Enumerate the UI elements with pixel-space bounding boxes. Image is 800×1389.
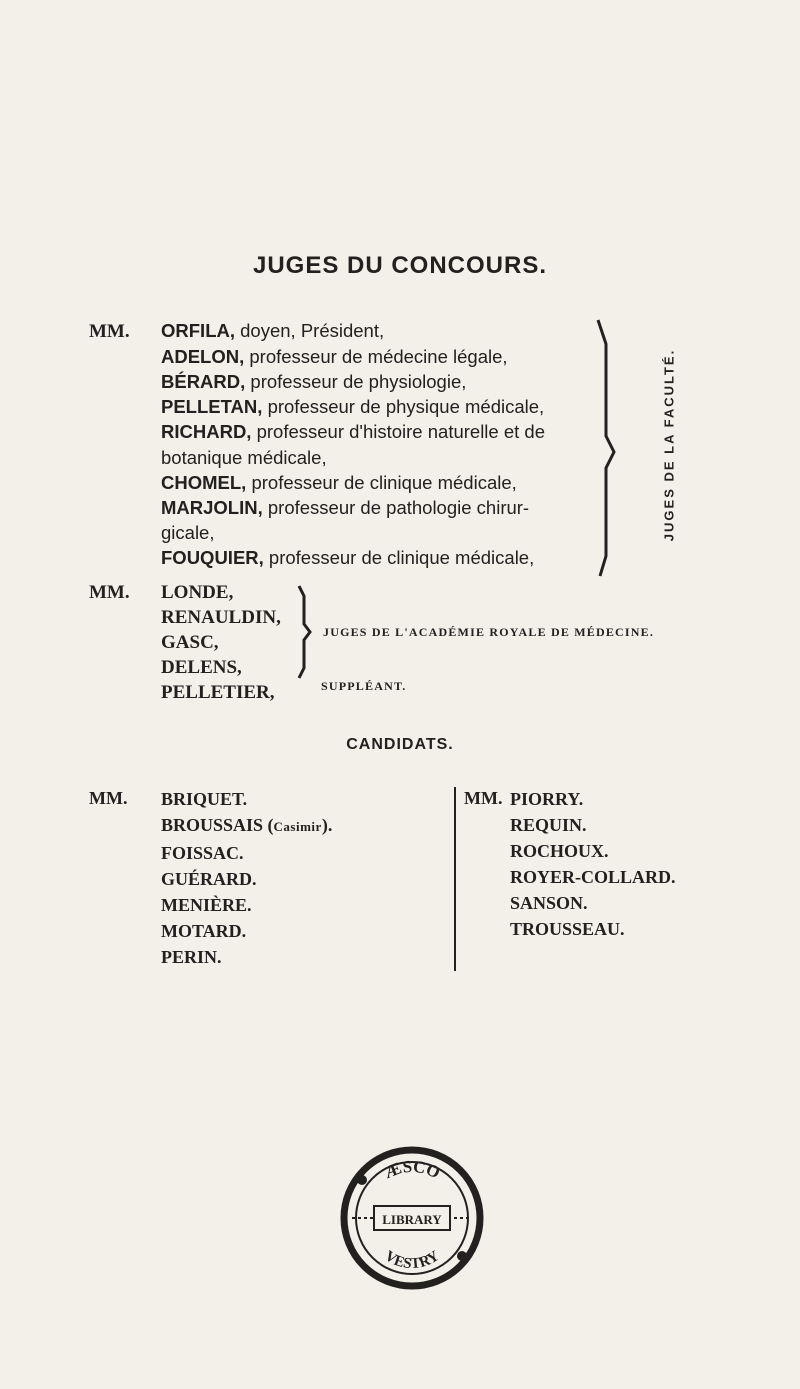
member-name: ADELON, [161, 346, 245, 367]
list-item: MENIÈRE. [161, 895, 252, 915]
list-item: REQUIN. [510, 815, 587, 835]
member-title: professeur de physique médicale, [267, 396, 545, 417]
substitute-label: SUPPLÉANT. [321, 679, 407, 693]
page-title: JUGES DU CONCOURS. [252, 252, 548, 279]
member-title: professeur de clinique médicale, [268, 547, 535, 568]
list-item: ROCHOUX. [510, 841, 609, 861]
member-name: PELLETAN, [161, 396, 263, 417]
list-item: PELLETIER, [161, 682, 275, 703]
list-item: GASC, [161, 632, 219, 653]
academy-brace [296, 584, 318, 680]
member-title: gicale, [161, 522, 215, 543]
list-item: FOISSAC. [161, 843, 244, 863]
academy-mm-prefix: MM. [89, 582, 130, 603]
faculty-member [161, 370, 466, 394]
list-item: BRIQUET. [161, 789, 248, 809]
candidates-title: CANDIDATS. [346, 736, 454, 753]
candidate-name: BROUSSAIS ( [161, 815, 274, 835]
member-title: professeur de clinique médicale, [251, 472, 517, 493]
list-item: PIORRY. [510, 789, 584, 809]
academy-member-list [161, 580, 281, 705]
list-item: SANSON. [510, 893, 588, 913]
candidate-name-close: ). [321, 815, 333, 835]
member-name: ORFILA, [161, 320, 235, 341]
candidates-right-mm-prefix: MM. [464, 788, 503, 808]
faculty-member [161, 471, 517, 495]
list-item: GUÉRARD. [161, 869, 257, 889]
member-name: CHOMEL, [161, 472, 247, 493]
stamp-middle-text: LIBRARY [382, 1212, 442, 1227]
member-title: professeur de physiologie, [250, 371, 467, 392]
faculty-member [161, 420, 545, 444]
candidates-left-list [161, 786, 332, 970]
member-title: professeur de pathologie chirur- [267, 497, 530, 518]
member-name: MARJOLIN, [161, 497, 263, 518]
list-item: ROYER-COLLARD. [510, 867, 676, 887]
column-divider [454, 787, 456, 971]
faculty-member-continuation [161, 446, 327, 470]
faculty-group-label: JUGES DE LA FACULTÉ. [661, 348, 677, 542]
candidates-right-list [510, 786, 676, 942]
member-name: BÉRARD, [161, 371, 246, 392]
member-title: professeur de médecine légale, [249, 346, 508, 367]
faculty-member [161, 546, 534, 570]
faculty-brace [590, 318, 630, 580]
list-item: RENAULDIN, [161, 607, 281, 628]
member-title: professeur d'histoire naturelle et de [256, 421, 545, 442]
svg-text:VESTRY [382, 1248, 443, 1272]
list-item: MOTARD. [161, 921, 247, 941]
faculty-member [161, 395, 544, 419]
faculty-member [161, 496, 529, 520]
stamp-bottom-text: VESTRY [381, 1248, 443, 1273]
candidate-firstname: Casimir [273, 819, 322, 834]
member-name: FOUQUIER, [161, 547, 264, 568]
list-item: LONDE, [161, 582, 234, 603]
library-stamp [338, 1144, 486, 1292]
list-item: TROUSSEAU. [510, 919, 625, 939]
member-title: doyen, Président, [240, 320, 385, 341]
svg-text:ÆSCO [381, 1157, 443, 1183]
list-item: PERIN. [161, 947, 222, 967]
faculty-member [161, 319, 384, 343]
member-name: RICHARD, [161, 421, 252, 442]
list-item [161, 812, 332, 840]
stamp-top-text: ÆSCO [381, 1156, 443, 1183]
faculty-member-continuation [161, 521, 214, 545]
candidates-left-mm-prefix: MM. [89, 788, 128, 808]
member-title: botanique médicale, [161, 447, 327, 468]
academy-group-label: JUGES DE L'ACADÉMIE ROYALE DE MÉDECINE. [323, 625, 655, 639]
faculty-mm-prefix: MM. [89, 321, 130, 342]
faculty-member [161, 345, 508, 369]
list-item: DELENS, [161, 657, 242, 678]
